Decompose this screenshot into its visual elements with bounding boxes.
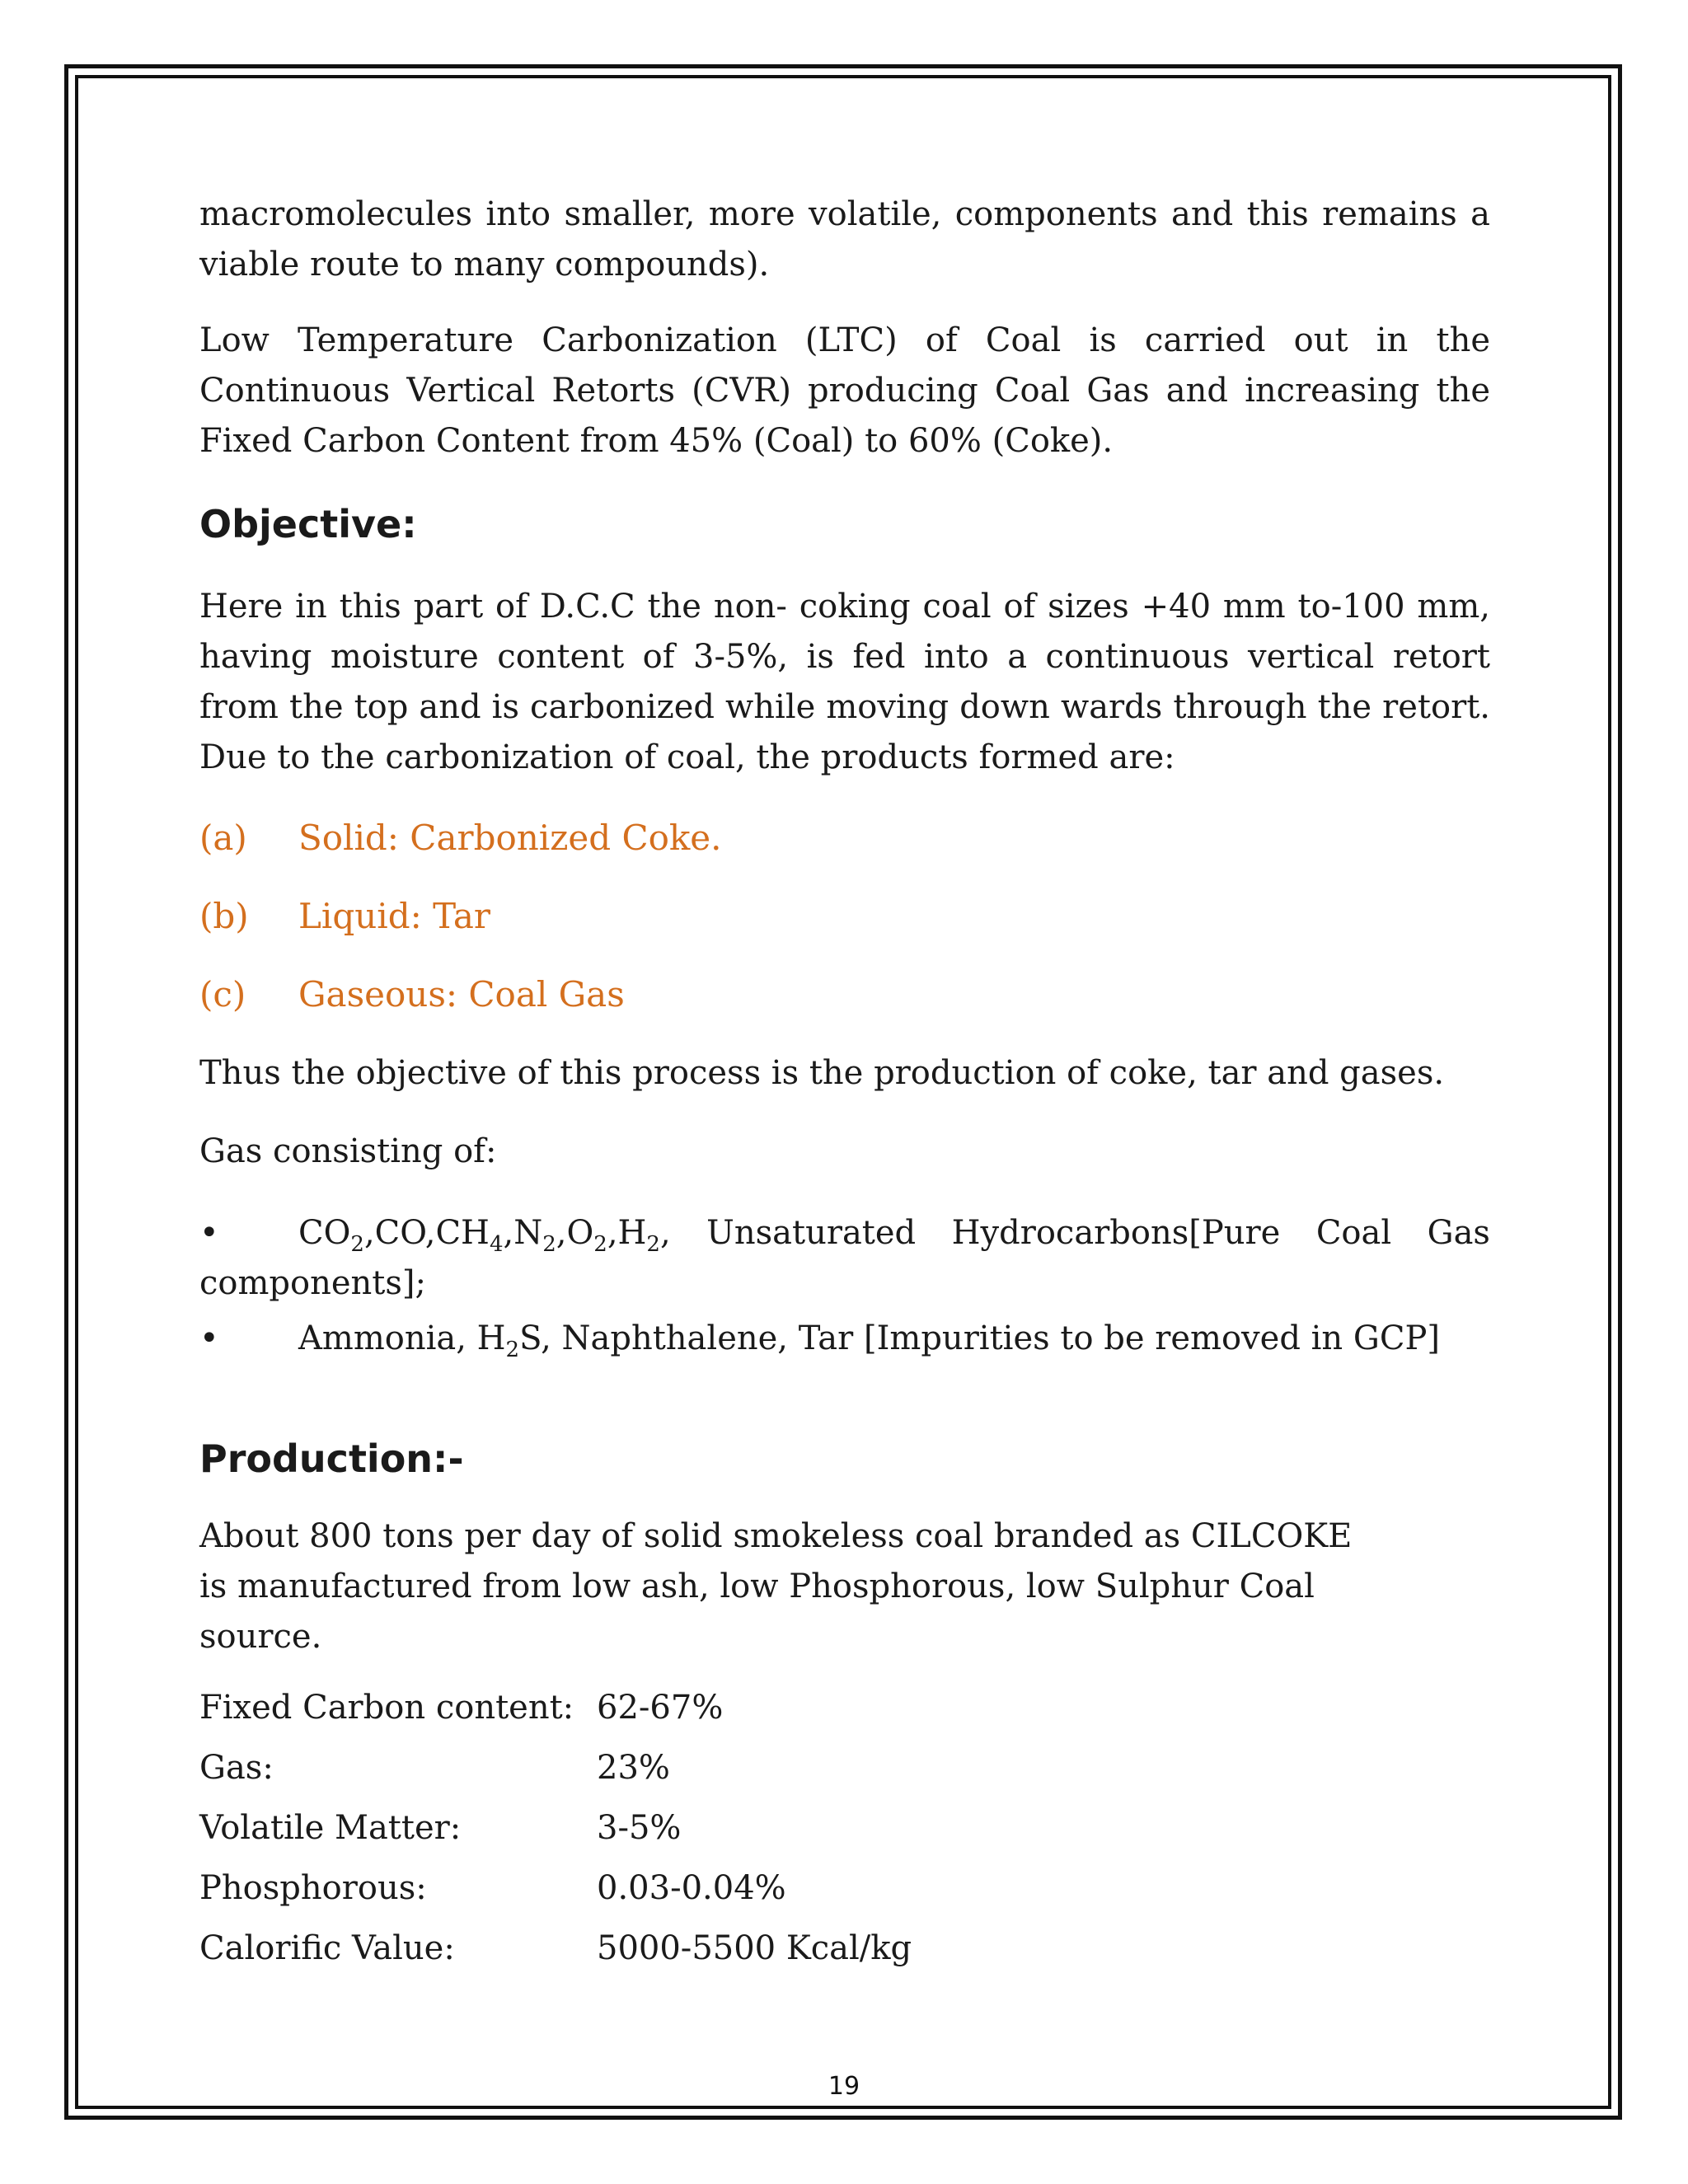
gas-components-list [199,1208,1490,1364]
production-heading: Production:- [199,1436,464,1481]
list-text: Ammonia, H [298,1319,506,1357]
subscript: 2 [505,1338,520,1362]
bullet-icon: • [199,1214,219,1252]
spec-key: Fixed Carbon content: [199,1689,574,1727]
process-paragraph: Here in this part of D.C.C the non- coking coal of sizes +40 mm to-100 mm, having moisture content of 3-5%, is fed into a continuous vertical retort from the top and is carbonized while moving down wards through the retort. Due to the carbonization of coal, the products formed are: [199,588,1490,776]
table-row [199,1809,912,1869]
list-word: Unsaturated [706,1214,917,1252]
spec-value: 23% [597,1749,670,1787]
product-label: (a) [199,818,247,858]
list-word: Coal [1315,1214,1392,1252]
intro-paragraph: macromolecules into smaller, more volatile, components and this remains a viable route to many compounds). [199,195,1490,284]
spec-key: Calorific Value: [199,1929,455,1967]
spec-value: 5000-5500 Kcal/kg [597,1929,912,1967]
list-word: Gas [1427,1214,1490,1252]
list-word: Hydrocarbons[Pure [951,1214,1281,1252]
chemical-formula: $CO_2,CO,CH_4,N_2,O_2,H_2$, [298,1214,671,1257]
spec-value: 62-67% [597,1689,724,1727]
objective-summary: Thus the objective of this process is the production of coke, tar and gases. [199,1054,1445,1092]
page-number: 19 [828,2072,860,2101]
spec-key: Phosphorous: [199,1869,427,1907]
ltc-paragraph: Low Temperature Carbonization (LTC) of Coal is carried out in the Continuous Vertical Retorts (CVR) producing Coal Gas and increasing the Fixed Carbon Content from 45% (Coal) to 60% (Coke). [199,321,1490,460]
production-paragraph: About 800 tons per day of solid smokeless coal branded as CILCOKE is manufactured from low ash, low Phosphorous, low Sulphur Coal source. [199,1517,1353,1656]
spec-value: 3-5% [597,1809,682,1847]
list-item [199,1314,1490,1364]
table-row [199,1749,912,1809]
list-text: S, Naphthalene, Tar [Impurities to be removed in GCP] [519,1319,1440,1357]
specs-table [199,1689,912,1990]
list-item [199,1208,1490,1258]
product-label: (c) [199,974,246,1015]
spec-key: Volatile Matter: [199,1809,462,1847]
table-row [199,1689,912,1749]
spec-value: 0.03-0.04% [597,1869,786,1907]
list-item-continuation: components]; [199,1264,426,1302]
page-content [199,190,1490,1990]
objective-heading: Objective: [199,502,417,546]
spec-key: Gas: [199,1749,274,1787]
product-label: (b) [199,896,249,936]
product-text: Gaseous: Coal Gas [298,974,625,1015]
product-item-gaseous [199,970,1490,1019]
table-row [199,1929,912,1990]
product-item-solid [199,813,1490,863]
product-text: Solid: Carbonized Coke. [298,818,722,858]
gas-intro: Gas consisting of: [199,1132,497,1170]
product-text: Liquid: Tar [298,896,490,936]
table-row [199,1869,912,1929]
product-item-liquid [199,892,1490,941]
bullet-icon: • [199,1319,219,1357]
